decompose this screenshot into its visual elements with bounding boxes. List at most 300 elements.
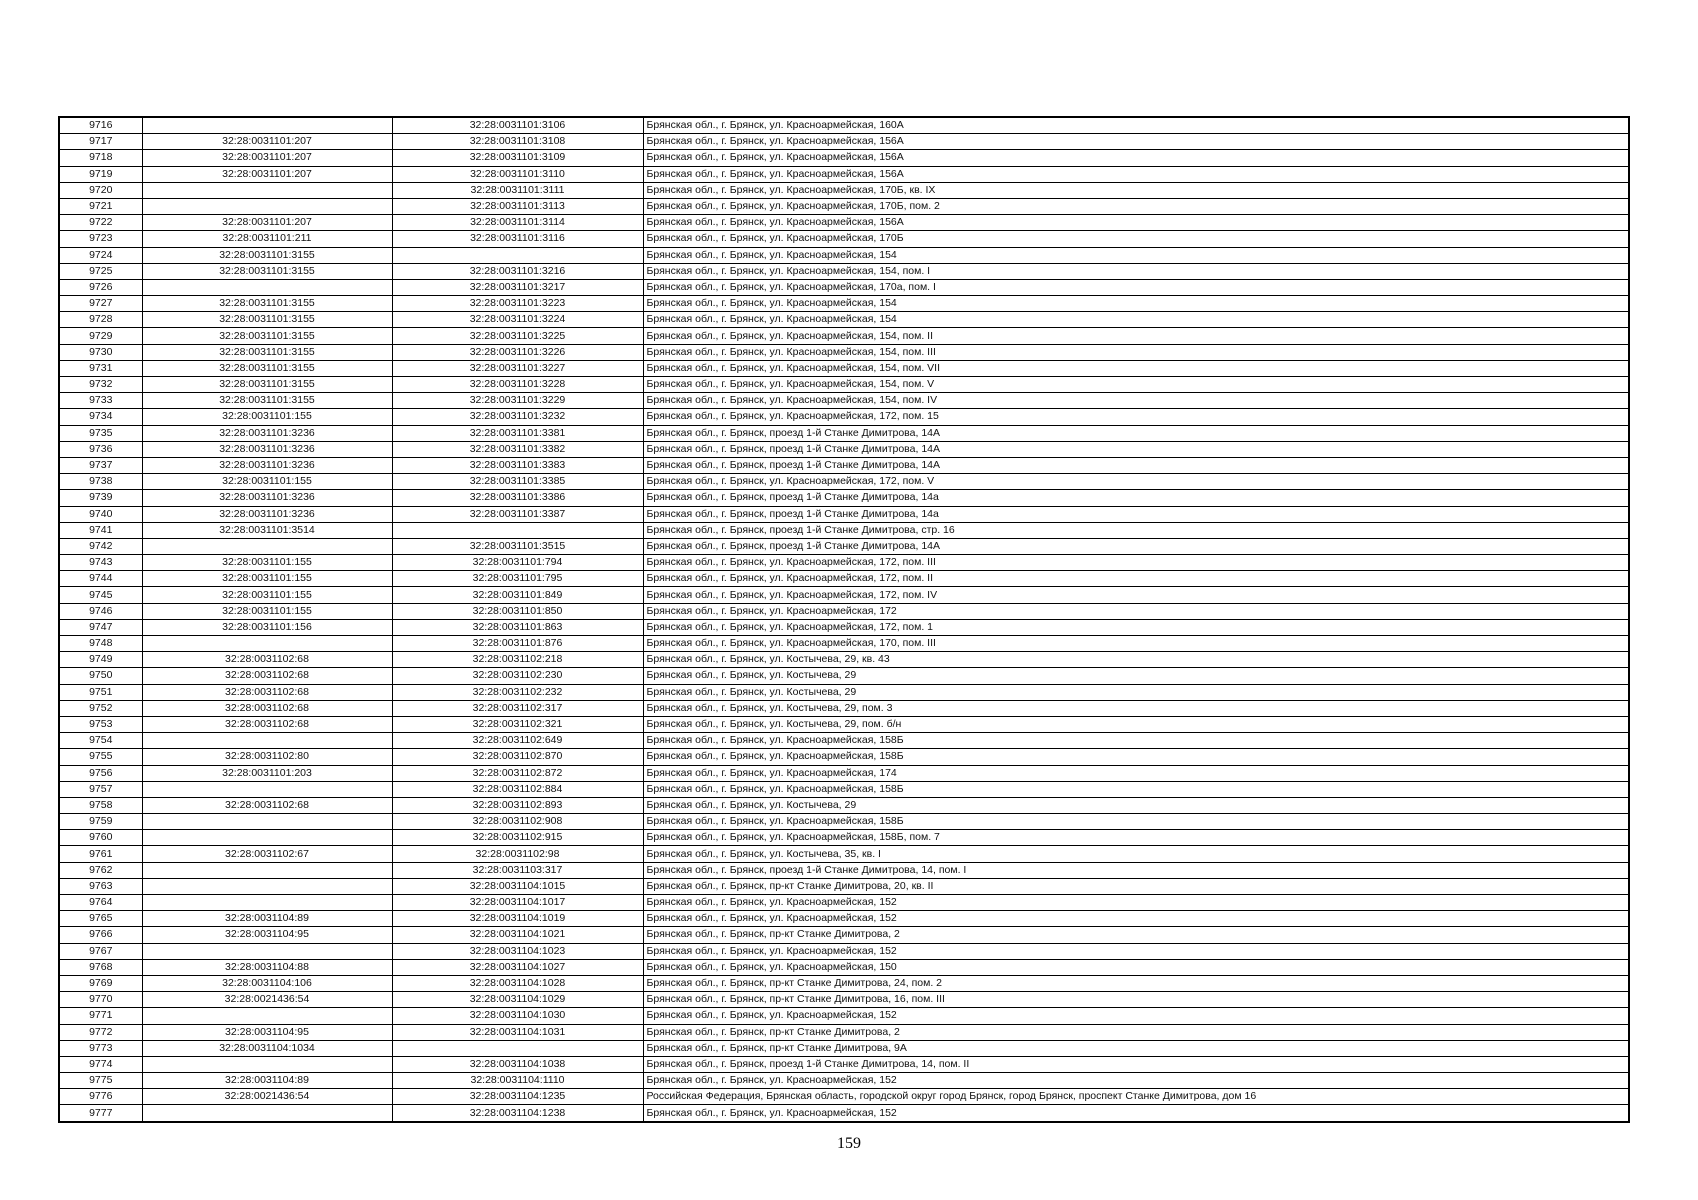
parent-cadastral-number-cell: 32:28:0031101:155 <box>142 603 392 619</box>
address-cell: Брянская обл., г. Брянск, ул. Красноармейская, 154, пом. I <box>643 263 1629 279</box>
cadastral-number-cell: 32:28:0031102:98 <box>392 846 643 862</box>
address-cell: Брянская обл., г. Брянск, ул. Красноармейская, 152 <box>643 1073 1629 1089</box>
address-cell: Брянская обл., г. Брянск, ул. Красноармейская, 156А <box>643 166 1629 182</box>
cadastral-number-cell: 32:28:0031104:1015 <box>392 878 643 894</box>
table-row <box>59 312 1629 328</box>
row-number-cell: 9745 <box>59 587 142 603</box>
parent-cadastral-number-cell: 32:28:0031102:68 <box>142 652 392 668</box>
address-cell: Брянская обл., г. Брянск, проезд 1-й Станке Димитрова, 14, пом. I <box>643 862 1629 878</box>
table-row <box>59 1105 1629 1122</box>
address-cell: Брянская обл., г. Брянск, пр-кт Станке Димитрова, 20, кв. II <box>643 878 1629 894</box>
cadastral-number-cell: 32:28:0031101:3224 <box>392 312 643 328</box>
parent-cadastral-number-cell: 32:28:0031104:95 <box>142 927 392 943</box>
table-row <box>59 279 1629 295</box>
table-row <box>59 1024 1629 1040</box>
address-cell: Брянская обл., г. Брянск, ул. Красноармейская, 152 <box>643 911 1629 927</box>
parent-cadastral-number-cell: 32:28:0031104:1034 <box>142 1040 392 1056</box>
cadastral-number-cell <box>392 247 643 263</box>
address-cell: Брянская обл., г. Брянск, ул. Костычева, 29, пом. 3 <box>643 700 1629 716</box>
cadastral-number-cell: 32:28:0031101:3515 <box>392 538 643 554</box>
address-cell: Брянская обл., г. Брянск, ул. Красноармейская, 156А <box>643 134 1629 150</box>
row-number-cell: 9721 <box>59 198 142 214</box>
table-row <box>59 506 1629 522</box>
address-cell: Брянская обл., г. Брянск, пр-кт Станке Димитрова, 9А <box>643 1040 1629 1056</box>
table-row <box>59 538 1629 554</box>
table-row <box>59 975 1629 991</box>
address-cell: Брянская обл., г. Брянск, проезд 1-й Станке Димитрова, 14А <box>643 538 1629 554</box>
parent-cadastral-number-cell: 32:28:0031101:155 <box>142 555 392 571</box>
parent-cadastral-number-cell: 32:28:0031101:155 <box>142 474 392 490</box>
parent-cadastral-number-cell: 32:28:0031104:89 <box>142 1073 392 1089</box>
address-cell: Брянская обл., г. Брянск, ул. Костычева, 29, пом. б/н <box>643 716 1629 732</box>
parent-cadastral-number-cell: 32:28:0031101:3236 <box>142 425 392 441</box>
row-number-cell: 9732 <box>59 377 142 393</box>
parent-cadastral-number-cell: 32:28:0031101:3155 <box>142 344 392 360</box>
table-row <box>59 797 1629 813</box>
address-cell: Брянская обл., г. Брянск, ул. Красноармейская, 156А <box>643 150 1629 166</box>
table-row <box>59 215 1629 231</box>
address-cell: Брянская обл., г. Брянск, ул. Красноармейская, 154 <box>643 296 1629 312</box>
table-row <box>59 749 1629 765</box>
parent-cadastral-number-cell: 32:28:0031101:3236 <box>142 506 392 522</box>
address-cell: Российская Федерация, Брянская область, городской округ город Брянск, город Брянск, проспект Станке Димитрова, дом 16 <box>643 1089 1629 1105</box>
cadastral-number-cell: 32:28:0031101:849 <box>392 587 643 603</box>
cadastral-number-cell: 32:28:0031101:3109 <box>392 150 643 166</box>
table-row <box>59 344 1629 360</box>
address-cell: Брянская обл., г. Брянск, пр-кт Станке Димитрова, 16, пом. III <box>643 992 1629 1008</box>
table-row <box>59 846 1629 862</box>
parent-cadastral-number-cell: 32:28:0031101:207 <box>142 150 392 166</box>
row-number-cell: 9719 <box>59 166 142 182</box>
parent-cadastral-number-cell <box>142 830 392 846</box>
row-number-cell: 9764 <box>59 895 142 911</box>
parent-cadastral-number-cell: 32:28:0031101:3155 <box>142 328 392 344</box>
address-cell: Брянская обл., г. Брянск, проезд 1-й Станке Димитрова, 14а <box>643 506 1629 522</box>
table-row <box>59 571 1629 587</box>
page-number: 159 <box>837 1135 861 1152</box>
property-register-table <box>58 116 1630 1123</box>
cadastral-number-cell: 32:28:0031102:218 <box>392 652 643 668</box>
cadastral-number-cell: 32:28:0031101:3232 <box>392 409 643 425</box>
cadastral-number-cell: 32:28:0031102:870 <box>392 749 643 765</box>
parent-cadastral-number-cell: 32:28:0031101:155 <box>142 571 392 587</box>
row-number-cell: 9734 <box>59 409 142 425</box>
parent-cadastral-number-cell: 32:28:0031104:106 <box>142 975 392 991</box>
row-number-cell: 9729 <box>59 328 142 344</box>
parent-cadastral-number-cell: 32:28:0031101:3155 <box>142 263 392 279</box>
parent-cadastral-number-cell: 32:28:0031101:207 <box>142 134 392 150</box>
cadastral-number-cell: 32:28:0031101:3382 <box>392 441 643 457</box>
cadastral-number-cell: 32:28:0031101:3225 <box>392 328 643 344</box>
parent-cadastral-number-cell: 32:28:0031101:156 <box>142 619 392 635</box>
address-cell: Брянская обл., г. Брянск, ул. Красноармейская, 154, пом. II <box>643 328 1629 344</box>
cadastral-number-cell: 32:28:0031101:3228 <box>392 377 643 393</box>
row-number-cell: 9730 <box>59 344 142 360</box>
address-cell: Брянская обл., г. Брянск, ул. Красноармейская, 158Б <box>643 733 1629 749</box>
cadastral-number-cell: 32:28:0031101:3227 <box>392 360 643 376</box>
row-number-cell: 9735 <box>59 425 142 441</box>
table-row <box>59 377 1629 393</box>
row-number-cell: 9724 <box>59 247 142 263</box>
row-number-cell: 9760 <box>59 830 142 846</box>
row-number-cell: 9722 <box>59 215 142 231</box>
row-number-cell: 9765 <box>59 911 142 927</box>
cadastral-number-cell: 32:28:0031101:3217 <box>392 279 643 295</box>
cadastral-number-cell: 32:28:0031102:317 <box>392 700 643 716</box>
cadastral-number-cell: 32:28:0031101:3106 <box>392 117 643 134</box>
address-cell: Брянская обл., г. Брянск, ул. Красноармейская, 152 <box>643 1008 1629 1024</box>
parent-cadastral-number-cell <box>142 781 392 797</box>
parent-cadastral-number-cell <box>142 1008 392 1024</box>
cadastral-number-cell: 32:28:0031103:317 <box>392 862 643 878</box>
parent-cadastral-number-cell: 32:28:0031101:211 <box>142 231 392 247</box>
parent-cadastral-number-cell <box>142 895 392 911</box>
address-cell: Брянская обл., г. Брянск, ул. Красноармейская, 154, пом. VII <box>643 360 1629 376</box>
cadastral-number-cell: 32:28:0031102:915 <box>392 830 643 846</box>
table-row <box>59 1089 1629 1105</box>
table-row <box>59 117 1629 134</box>
table-row <box>59 1073 1629 1089</box>
table-row <box>59 409 1629 425</box>
address-cell: Брянская обл., г. Брянск, ул. Красноармейская, 172 <box>643 603 1629 619</box>
row-number-cell: 9716 <box>59 117 142 134</box>
parent-cadastral-number-cell: 32:28:0031101:207 <box>142 166 392 182</box>
cadastral-number-cell: 32:28:0031102:649 <box>392 733 643 749</box>
address-cell: Брянская обл., г. Брянск, ул. Красноармейская, 150 <box>643 959 1629 975</box>
cadastral-number-cell: 32:28:0031101:3226 <box>392 344 643 360</box>
cadastral-number-cell: 32:28:0031102:230 <box>392 668 643 684</box>
table-row <box>59 296 1629 312</box>
address-cell: Брянская обл., г. Брянск, ул. Красноармейская, 172, пом. III <box>643 555 1629 571</box>
row-number-cell: 9767 <box>59 943 142 959</box>
parent-cadastral-number-cell <box>142 1105 392 1122</box>
parent-cadastral-number-cell: 32:28:0031101:3155 <box>142 312 392 328</box>
table-row <box>59 231 1629 247</box>
cadastral-number-cell <box>392 522 643 538</box>
table-row <box>59 959 1629 975</box>
cadastral-number-cell: 32:28:0031104:1235 <box>392 1089 643 1105</box>
address-cell: Брянская обл., г. Брянск, ул. Красноармейская, 172, пом. IV <box>643 587 1629 603</box>
table-row <box>59 457 1629 473</box>
row-number-cell: 9748 <box>59 636 142 652</box>
parent-cadastral-number-cell <box>142 733 392 749</box>
parent-cadastral-number-cell: 32:28:0021436:54 <box>142 992 392 1008</box>
row-number-cell: 9739 <box>59 490 142 506</box>
row-number-cell: 9746 <box>59 603 142 619</box>
row-number-cell: 9736 <box>59 441 142 457</box>
row-number-cell: 9743 <box>59 555 142 571</box>
table-row <box>59 619 1629 635</box>
table-row <box>59 878 1629 894</box>
cadastral-number-cell: 32:28:0031104:1031 <box>392 1024 643 1040</box>
table-row <box>59 474 1629 490</box>
parent-cadastral-number-cell: 32:28:0031102:68 <box>142 700 392 716</box>
cadastral-number-cell: 32:28:0031101:3116 <box>392 231 643 247</box>
cadastral-number-cell: 32:28:0031104:1110 <box>392 1073 643 1089</box>
row-number-cell: 9770 <box>59 992 142 1008</box>
address-cell: Брянская обл., г. Брянск, ул. Красноармейская, 160А <box>643 117 1629 134</box>
table-row <box>59 1056 1629 1072</box>
address-cell: Брянская обл., г. Брянск, проезд 1-й Станке Димитрова, 14А <box>643 457 1629 473</box>
table-row <box>59 247 1629 263</box>
table-row <box>59 166 1629 182</box>
parent-cadastral-number-cell: 32:28:0031102:68 <box>142 797 392 813</box>
parent-cadastral-number-cell: 32:28:0031102:80 <box>142 749 392 765</box>
row-number-cell: 9725 <box>59 263 142 279</box>
address-cell: Брянская обл., г. Брянск, ул. Красноармейская, 158Б <box>643 749 1629 765</box>
row-number-cell: 9777 <box>59 1105 142 1122</box>
parent-cadastral-number-cell: 32:28:0031101:203 <box>142 765 392 781</box>
address-cell: Брянская обл., г. Брянск, ул. Красноармейская, 172, пом. V <box>643 474 1629 490</box>
row-number-cell: 9761 <box>59 846 142 862</box>
address-cell: Брянская обл., г. Брянск, пр-кт Станке Димитрова, 2 <box>643 927 1629 943</box>
row-number-cell: 9757 <box>59 781 142 797</box>
cadastral-number-cell: 32:28:0031101:3110 <box>392 166 643 182</box>
cadastral-number-cell: 32:28:0031104:1238 <box>392 1105 643 1122</box>
address-cell: Брянская обл., г. Брянск, проезд 1-й Станке Димитрова, 14а <box>643 490 1629 506</box>
parent-cadastral-number-cell: 32:28:0031101:3155 <box>142 377 392 393</box>
table-row <box>59 603 1629 619</box>
cadastral-number-cell: 32:28:0031101:3383 <box>392 457 643 473</box>
address-cell: Брянская обл., г. Брянск, ул. Красноармейская, 172, пом. 1 <box>643 619 1629 635</box>
row-number-cell: 9718 <box>59 150 142 166</box>
parent-cadastral-number-cell: 32:28:0031101:3155 <box>142 393 392 409</box>
address-cell: Брянская обл., г. Брянск, ул. Костычева, 29 <box>643 797 1629 813</box>
address-cell: Брянская обл., г. Брянск, ул. Красноармейская, 170а, пом. I <box>643 279 1629 295</box>
row-number-cell: 9766 <box>59 927 142 943</box>
row-number-cell: 9742 <box>59 538 142 554</box>
cadastral-number-cell: 32:28:0031104:1027 <box>392 959 643 975</box>
cadastral-number-cell: 32:28:0031104:1030 <box>392 1008 643 1024</box>
row-number-cell: 9769 <box>59 975 142 991</box>
row-number-cell: 9752 <box>59 700 142 716</box>
table-row <box>59 765 1629 781</box>
parent-cadastral-number-cell <box>142 279 392 295</box>
row-number-cell: 9775 <box>59 1073 142 1089</box>
row-number-cell: 9728 <box>59 312 142 328</box>
table-row <box>59 490 1629 506</box>
row-number-cell: 9720 <box>59 182 142 198</box>
cadastral-number-cell: 32:28:0031104:1019 <box>392 911 643 927</box>
cadastral-number-cell: 32:28:0031101:876 <box>392 636 643 652</box>
address-cell: Брянская обл., г. Брянск, ул. Красноармейская, 174 <box>643 765 1629 781</box>
cadastral-number-cell: 32:28:0031101:3223 <box>392 296 643 312</box>
address-cell: Брянская обл., г. Брянск, ул. Красноармейская, 172, пом. 15 <box>643 409 1629 425</box>
cadastral-number-cell: 32:28:0031102:232 <box>392 684 643 700</box>
cadastral-number-cell: 32:28:0031101:794 <box>392 555 643 571</box>
row-number-cell: 9749 <box>59 652 142 668</box>
address-cell: Брянская обл., г. Брянск, проезд 1-й Станке Димитрова, 14А <box>643 425 1629 441</box>
row-number-cell: 9733 <box>59 393 142 409</box>
parent-cadastral-number-cell: 32:28:0031104:95 <box>142 1024 392 1040</box>
parent-cadastral-number-cell: 32:28:0031101:3155 <box>142 360 392 376</box>
row-number-cell: 9726 <box>59 279 142 295</box>
cadastral-number-cell: 32:28:0031101:3385 <box>392 474 643 490</box>
cadastral-number-cell: 32:28:0031101:3113 <box>392 198 643 214</box>
table-body <box>59 117 1629 1122</box>
row-number-cell: 9754 <box>59 733 142 749</box>
table-row <box>59 733 1629 749</box>
row-number-cell: 9750 <box>59 668 142 684</box>
table-row <box>59 636 1629 652</box>
cadastral-number-cell: 32:28:0031104:1021 <box>392 927 643 943</box>
row-number-cell: 9747 <box>59 619 142 635</box>
table-row <box>59 522 1629 538</box>
parent-cadastral-number-cell <box>142 862 392 878</box>
parent-cadastral-number-cell: 32:28:0031101:155 <box>142 409 392 425</box>
parent-cadastral-number-cell <box>142 814 392 830</box>
cadastral-number-cell: 32:28:0031101:795 <box>392 571 643 587</box>
address-cell: Брянская обл., г. Брянск, ул. Костычева, 29 <box>643 684 1629 700</box>
row-number-cell: 9744 <box>59 571 142 587</box>
cadastral-number-cell: 32:28:0031104:1023 <box>392 943 643 959</box>
table-row <box>59 992 1629 1008</box>
parent-cadastral-number-cell: 32:28:0031102:68 <box>142 716 392 732</box>
address-cell: Брянская обл., г. Брянск, пр-кт Станке Димитрова, 24, пом. 2 <box>643 975 1629 991</box>
row-number-cell: 9717 <box>59 134 142 150</box>
parent-cadastral-number-cell <box>142 878 392 894</box>
parent-cadastral-number-cell: 32:28:0031101:3155 <box>142 296 392 312</box>
cadastral-number-cell <box>392 1040 643 1056</box>
cadastral-number-cell: 32:28:0031102:908 <box>392 814 643 830</box>
parent-cadastral-number-cell: 32:28:0031101:3236 <box>142 441 392 457</box>
row-number-cell: 9759 <box>59 814 142 830</box>
address-cell: Брянская обл., г. Брянск, ул. Костычева, 29, кв. 43 <box>643 652 1629 668</box>
address-cell: Брянская обл., г. Брянск, ул. Красноармейская, 170Б, пом. 2 <box>643 198 1629 214</box>
address-cell: Брянская обл., г. Брянск, ул. Красноармейская, 154, пом. V <box>643 377 1629 393</box>
row-number-cell: 9738 <box>59 474 142 490</box>
parent-cadastral-number-cell: 32:28:0031101:207 <box>142 215 392 231</box>
table-row <box>59 862 1629 878</box>
cadastral-number-cell: 32:28:0031104:1017 <box>392 895 643 911</box>
address-cell: Брянская обл., г. Брянск, ул. Красноармейская, 158Б <box>643 781 1629 797</box>
row-number-cell: 9776 <box>59 1089 142 1105</box>
row-number-cell: 9762 <box>59 862 142 878</box>
parent-cadastral-number-cell <box>142 943 392 959</box>
parent-cadastral-number-cell: 32:28:0031104:88 <box>142 959 392 975</box>
address-cell: Брянская обл., г. Брянск, ул. Красноармейская, 152 <box>643 943 1629 959</box>
table-row <box>59 360 1629 376</box>
table-row <box>59 134 1629 150</box>
row-number-cell: 9740 <box>59 506 142 522</box>
address-cell: Брянская обл., г. Брянск, ул. Красноармейская, 154, пом. III <box>643 344 1629 360</box>
cadastral-number-cell: 32:28:0031101:3229 <box>392 393 643 409</box>
address-cell: Брянская обл., г. Брянск, проезд 1-й Станке Димитрова, стр. 16 <box>643 522 1629 538</box>
cadastral-number-cell: 32:28:0031102:872 <box>392 765 643 781</box>
table-row <box>59 328 1629 344</box>
table-row <box>59 716 1629 732</box>
address-cell: Брянская обл., г. Брянск, ул. Красноармейская, 154, пом. IV <box>643 393 1629 409</box>
address-cell: Брянская обл., г. Брянск, ул. Красноармейская, 170Б, кв. IX <box>643 182 1629 198</box>
parent-cadastral-number-cell <box>142 117 392 134</box>
parent-cadastral-number-cell: 32:28:0031102:68 <box>142 684 392 700</box>
cadastral-number-cell: 32:28:0031102:321 <box>392 716 643 732</box>
row-number-cell: 9773 <box>59 1040 142 1056</box>
parent-cadastral-number-cell: 32:28:0031102:68 <box>142 668 392 684</box>
table-row <box>59 425 1629 441</box>
table-row <box>59 652 1629 668</box>
address-cell: Брянская обл., г. Брянск, ул. Красноармейская, 152 <box>643 895 1629 911</box>
cadastral-number-cell: 32:28:0031104:1029 <box>392 992 643 1008</box>
cadastral-number-cell: 32:28:0031102:884 <box>392 781 643 797</box>
cadastral-number-cell: 32:28:0031101:3111 <box>392 182 643 198</box>
address-cell: Брянская обл., г. Брянск, ул. Костычева, 29 <box>643 668 1629 684</box>
cadastral-number-cell: 32:28:0031101:3386 <box>392 490 643 506</box>
row-number-cell: 9763 <box>59 878 142 894</box>
table-row <box>59 555 1629 571</box>
parent-cadastral-number-cell <box>142 198 392 214</box>
table-row <box>59 943 1629 959</box>
address-cell: Брянская обл., г. Брянск, ул. Красноармейская, 154 <box>643 247 1629 263</box>
row-number-cell: 9756 <box>59 765 142 781</box>
address-cell: Брянская обл., г. Брянск, ул. Красноармейская, 170, пом. III <box>643 636 1629 652</box>
parent-cadastral-number-cell: 32:28:0031101:3514 <box>142 522 392 538</box>
parent-cadastral-number-cell: 32:28:0021436:54 <box>142 1089 392 1105</box>
parent-cadastral-number-cell: 32:28:0031101:155 <box>142 587 392 603</box>
table-row <box>59 684 1629 700</box>
row-number-cell: 9727 <box>59 296 142 312</box>
parent-cadastral-number-cell: 32:28:0031101:3236 <box>142 490 392 506</box>
row-number-cell: 9771 <box>59 1008 142 1024</box>
address-cell: Брянская обл., г. Брянск, ул. Красноармейская, 158Б, пом. 7 <box>643 830 1629 846</box>
table-row <box>59 911 1629 927</box>
row-number-cell: 9753 <box>59 716 142 732</box>
table-row <box>59 1040 1629 1056</box>
cadastral-number-cell: 32:28:0031104:1028 <box>392 975 643 991</box>
parent-cadastral-number-cell: 32:28:0031101:3236 <box>142 457 392 473</box>
table-row <box>59 150 1629 166</box>
table-row <box>59 587 1629 603</box>
table-row <box>59 263 1629 279</box>
cadastral-number-cell: 32:28:0031101:3108 <box>392 134 643 150</box>
table-row <box>59 700 1629 716</box>
row-number-cell: 9772 <box>59 1024 142 1040</box>
address-cell: Брянская обл., г. Брянск, проезд 1-й Станке Димитрова, 14А <box>643 441 1629 457</box>
address-cell: Брянская обл., г. Брянск, проезд 1-й Станке Димитрова, 14, пом. II <box>643 1056 1629 1072</box>
row-number-cell: 9758 <box>59 797 142 813</box>
row-number-cell: 9731 <box>59 360 142 376</box>
address-cell: Брянская обл., г. Брянск, пр-кт Станке Димитрова, 2 <box>643 1024 1629 1040</box>
row-number-cell: 9755 <box>59 749 142 765</box>
address-cell: Брянская обл., г. Брянск, ул. Красноармейская, 170Б <box>643 231 1629 247</box>
parent-cadastral-number-cell <box>142 636 392 652</box>
table-row <box>59 830 1629 846</box>
parent-cadastral-number-cell: 32:28:0031101:3155 <box>142 247 392 263</box>
table-row <box>59 927 1629 943</box>
address-cell: Брянская обл., г. Брянск, ул. Красноармейская, 158Б <box>643 814 1629 830</box>
address-cell: Брянская обл., г. Брянск, ул. Красноармейская, 154 <box>643 312 1629 328</box>
table-row <box>59 441 1629 457</box>
cadastral-number-cell: 32:28:0031104:1038 <box>392 1056 643 1072</box>
table-row <box>59 814 1629 830</box>
cadastral-number-cell: 32:28:0031101:3114 <box>392 215 643 231</box>
parent-cadastral-number-cell <box>142 1056 392 1072</box>
address-cell: Брянская обл., г. Брянск, ул. Красноармейская, 172, пом. II <box>643 571 1629 587</box>
cadastral-number-cell: 32:28:0031102:893 <box>392 797 643 813</box>
row-number-cell: 9741 <box>59 522 142 538</box>
table-row <box>59 781 1629 797</box>
parent-cadastral-number-cell <box>142 538 392 554</box>
address-cell: Брянская обл., г. Брянск, ул. Красноармейская, 152 <box>643 1105 1629 1122</box>
table-row <box>59 198 1629 214</box>
parent-cadastral-number-cell: 32:28:0031102:67 <box>142 846 392 862</box>
row-number-cell: 9737 <box>59 457 142 473</box>
table-row <box>59 182 1629 198</box>
row-number-cell: 9768 <box>59 959 142 975</box>
cadastral-number-cell: 32:28:0031101:3216 <box>392 263 643 279</box>
cadastral-number-cell: 32:28:0031101:3381 <box>392 425 643 441</box>
row-number-cell: 9751 <box>59 684 142 700</box>
